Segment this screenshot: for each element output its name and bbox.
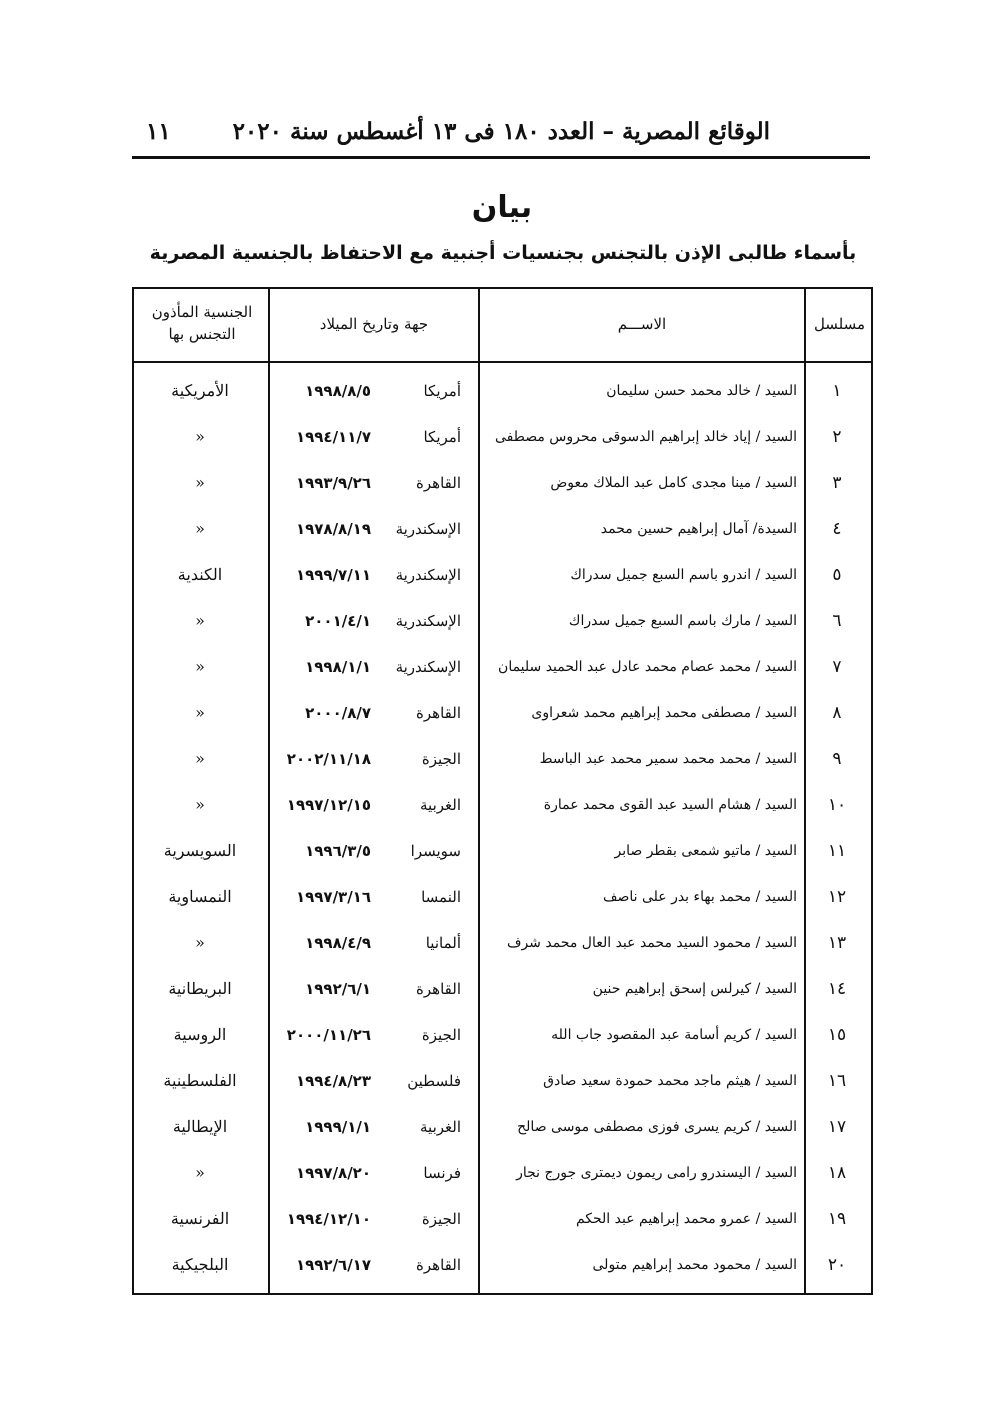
name-cell: السيد / إياد خالد إبراهيم الدسوقى محروس مصطفى <box>494 429 797 445</box>
birthdate-cell: ١٩٩٨/٤/٩ <box>305 934 371 952</box>
birthplace-cell: الجيزة <box>421 1026 461 1044</box>
serial-cell: ١٠ <box>827 795 847 815</box>
column-header-serial: مسلسل <box>813 315 866 333</box>
nationality-cell: « <box>195 795 205 814</box>
serial-cell: ٤ <box>832 519 842 539</box>
serial-cell: ٥ <box>832 565 842 585</box>
serial-cell: ٧ <box>832 657 842 677</box>
table-row <box>134 644 871 690</box>
nationality-cell: الروسية <box>173 1025 227 1044</box>
birthdate-cell: ١٩٩٣/٩/٢٦ <box>295 474 371 492</box>
document-subtitle: بأسماء طالبى الإذن بالتجنس بجنسيات أجنبية مع الاحتفاظ بالجنسية المصرية <box>149 242 857 264</box>
birthdate-cell: ١٩٩٩/٧/١١ <box>295 566 371 584</box>
nationality-cell: الفرنسية <box>170 1209 230 1228</box>
name-cell: السيد / محمد بهاء بدر على ناصف <box>602 889 797 905</box>
table-row <box>134 368 871 414</box>
birthplace-cell: الإسكندرية <box>395 658 461 676</box>
birthplace-cell: القاهرة <box>416 980 461 998</box>
name-cell: السيد / هيثم ماجد محمد حمودة سعيد صادق <box>543 1073 797 1089</box>
table-row <box>134 460 871 506</box>
birthdate-cell: ٢٠٠١/٤/١ <box>305 612 371 630</box>
name-cell: السيد / عمرو محمد إبراهيم عبد الحكم <box>575 1211 797 1227</box>
nationality-cell: السويسرية <box>163 841 237 860</box>
birthplace-cell: الجيزة <box>421 1210 461 1228</box>
document-heading: بيان <box>471 190 533 225</box>
table-row <box>134 690 871 736</box>
birthplace-cell: ألمانيا <box>425 934 461 952</box>
birthplace-cell: النمسا <box>421 888 461 906</box>
birthplace-cell: الإسكندرية <box>395 612 461 630</box>
table-row <box>134 874 871 920</box>
table-row <box>134 1196 871 1242</box>
serial-cell: ٦ <box>832 611 842 631</box>
page-header <box>132 108 870 159</box>
nationality-cell: « <box>195 703 205 722</box>
serial-cell: ١٢ <box>827 887 847 907</box>
table-row <box>134 966 871 1012</box>
name-cell: السيد / ماتيو شمعى بقطر صابر <box>614 843 797 859</box>
nationality-cell: البلجيكية <box>171 1255 229 1274</box>
table-row <box>134 1012 871 1058</box>
serial-cell: ١٦ <box>827 1071 847 1091</box>
birthplace-cell: فرنسا <box>423 1164 461 1182</box>
birthdate-cell: ٢٠٠٠/١١/٢٦ <box>286 1026 371 1044</box>
birthdate-cell: ١٩٩٨/٨/٥ <box>305 382 371 400</box>
column-header-nationality: الجنسية المأذون التجنس بها <box>151 303 253 343</box>
birthplace-cell: أمريكا <box>423 428 461 446</box>
birthplace-cell: الغربية <box>420 1118 461 1136</box>
name-cell: السيد / محمود محمد إبراهيم متولى <box>592 1257 797 1273</box>
table-row <box>134 1150 871 1196</box>
name-cell: السيد / خالد محمد حسن سليمان <box>606 383 797 399</box>
serial-cell: ٣ <box>832 473 842 493</box>
header-underline <box>480 361 806 363</box>
birthplace-cell: فلسطين <box>407 1072 461 1090</box>
nationality-cell: البريطانية <box>168 979 232 998</box>
serial-cell: ١٨ <box>827 1163 847 1183</box>
birthdate-cell: ٢٠٠٠/٨/٧ <box>305 704 371 722</box>
birthdate-cell: ١٩٩٢/٦/١٧ <box>295 1256 371 1274</box>
birthdate-cell: ١٩٩٧/٨/٢٠ <box>295 1164 371 1182</box>
serial-cell: ٩ <box>832 749 842 769</box>
birthdate-cell: ٢٠٠٢/١١/١٨ <box>286 750 371 768</box>
name-cell: السيد / محمد عصام محمد عادل عبد الحميد سليمان <box>498 659 797 675</box>
birthplace-cell: الجيزة <box>421 750 461 768</box>
birthplace-cell: سويسرا <box>410 842 461 860</box>
birthplace-cell: القاهرة <box>416 704 461 722</box>
nationality-cell: « <box>195 427 205 446</box>
birthdate-cell: ١٩٩٤/٨/٢٣ <box>295 1072 371 1090</box>
birthplace-cell: القاهرة <box>416 474 461 492</box>
birthplace-cell: الإسكندرية <box>395 520 461 538</box>
table-row <box>134 828 871 874</box>
nationality-cell: النمساوية <box>168 887 232 906</box>
name-cell: السيدة/ آمال إبراهيم حسين محمد <box>600 521 797 537</box>
table-row <box>134 782 871 828</box>
header-underline <box>806 361 873 363</box>
table-row <box>134 598 871 644</box>
serial-cell: ١٥ <box>827 1025 847 1045</box>
birthdate-cell: ١٩٩٢/٦/١ <box>305 980 371 998</box>
name-cell: السيد / اليسندرو رامى ريمون ديمترى جورج نجار <box>516 1165 797 1181</box>
table-row <box>134 506 871 552</box>
serial-cell: ١٧ <box>827 1117 847 1137</box>
birthdate-cell: ١٩٧٨/٨/١٩ <box>295 520 371 538</box>
nationality-cell: « <box>195 657 205 676</box>
nationality-cell: « <box>195 473 205 492</box>
name-cell: السيد / مارك باسم السبع جميل سدراك <box>568 613 797 629</box>
header-underline <box>270 361 478 363</box>
nationality-cell: الأمريكية <box>171 381 229 400</box>
serial-cell: ١١ <box>827 841 847 861</box>
column-header-birth: جهة وتاريخ الميلاد <box>319 315 429 333</box>
nationality-cell: الكندية <box>177 565 223 584</box>
table-row <box>134 920 871 966</box>
birthdate-cell: ١٩٩٧/٣/١٦ <box>295 888 371 906</box>
table-row <box>134 736 871 782</box>
table-row <box>134 1104 871 1150</box>
birthdate-cell: ١٩٩٨/١/١ <box>305 658 371 676</box>
nationality-cell: « <box>195 519 205 538</box>
serial-cell: ١ <box>832 381 842 401</box>
name-cell: السيد / محمد محمد سمير محمد عبد الباسط <box>539 751 797 767</box>
name-cell: السيد / اندرو باسم السبع جميل سدراك <box>570 567 797 583</box>
header-underline <box>134 361 270 363</box>
table-row <box>134 1058 871 1104</box>
name-cell: السيد / محمود السيد محمد عبد العال محمد شرف <box>506 935 797 951</box>
page-number: ١١ <box>146 118 171 145</box>
birthdate-cell: ١٩٩٦/٣/٥ <box>305 842 371 860</box>
birthplace-cell: القاهرة <box>416 1256 461 1274</box>
name-cell: السيد / كيرلس إسحق إبراهيم حنين <box>592 981 797 997</box>
serial-cell: ١٩ <box>827 1209 847 1229</box>
nationality-cell: « <box>195 933 205 952</box>
serial-cell: ٢ <box>832 427 842 447</box>
birthplace-cell: أمريكا <box>423 382 461 400</box>
name-cell: السيد / مصطفى محمد إبراهيم محمد شعراوى <box>531 705 797 721</box>
name-cell: السيد / كريم يسرى فوزى مصطفى موسى صالح <box>517 1119 797 1135</box>
birthdate-cell: ١٩٩٤/١١/٧ <box>295 428 371 446</box>
name-cell: السيد / هشام السيد عبد القوى محمد عمارة <box>543 797 797 813</box>
column-header-name: الاســـم <box>617 315 667 333</box>
serial-cell: ٢٠ <box>827 1255 847 1275</box>
serial-cell: ٨ <box>832 703 842 723</box>
serial-cell: ١٣ <box>827 933 847 953</box>
nationality-cell: « <box>195 611 205 630</box>
birthdate-cell: ١٩٩٤/١٢/١٠ <box>286 1210 371 1228</box>
birthdate-cell: ١٩٩٩/١/١ <box>305 1118 371 1136</box>
table-row <box>134 414 871 460</box>
birthdate-cell: ١٩٩٧/١٢/١٥ <box>286 796 371 814</box>
name-cell: السيد / كريم أسامة عبد المقصود جاب الله <box>551 1027 797 1043</box>
birthplace-cell: الإسكندرية <box>395 566 461 584</box>
name-cell: السيد / مينا مجدى كامل عبد الملاك معوض <box>550 475 797 491</box>
serial-cell: ١٤ <box>827 979 847 999</box>
nationality-cell: « <box>195 749 205 768</box>
gazette-title: الوقائع المصرية – العدد ١٨٠ فى ١٣ أغسطس سنة ٢٠٢٠ <box>232 118 770 145</box>
table-row <box>134 1242 871 1288</box>
nationality-cell: الفلسطينية <box>163 1071 237 1090</box>
nationality-cell: الإيطالية <box>172 1117 228 1136</box>
birthplace-cell: الغربية <box>420 796 461 814</box>
table-row <box>134 552 871 598</box>
nationality-cell: « <box>195 1163 205 1182</box>
